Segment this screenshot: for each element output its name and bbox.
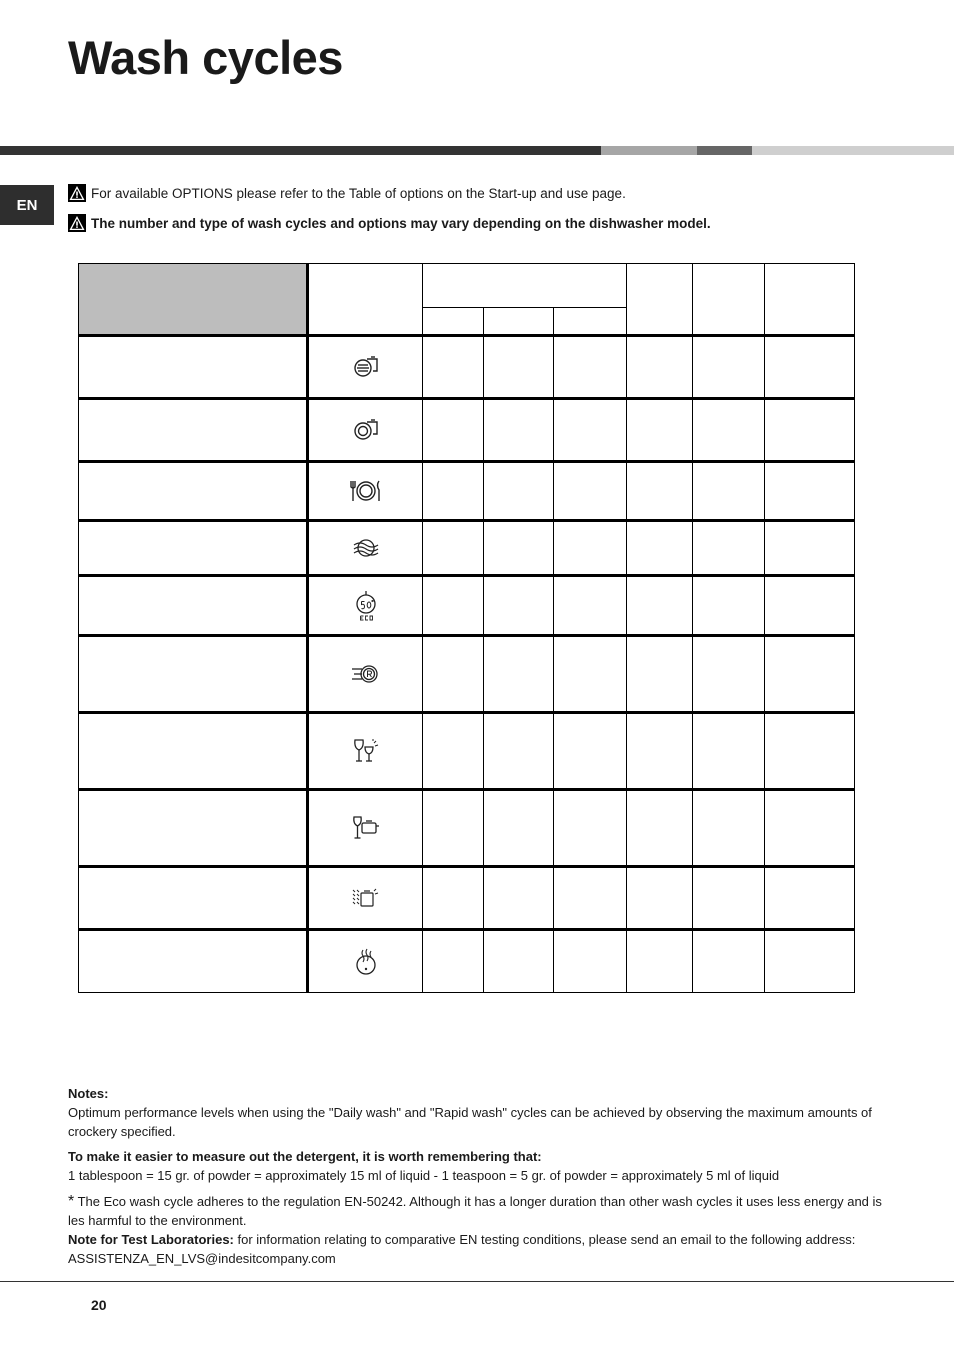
cycle-icon-cell <box>308 462 423 521</box>
table-row <box>79 713 855 790</box>
warning-icon <box>68 214 86 232</box>
daily-wash-icon <box>349 478 383 504</box>
table-cell <box>693 576 765 636</box>
table-cell <box>484 399 554 462</box>
header-cell-icon <box>308 264 423 336</box>
table-cell <box>765 636 855 713</box>
table-cell <box>765 930 855 993</box>
cycle-name-cell <box>79 336 308 399</box>
cycle-name-cell <box>79 867 308 930</box>
table-row <box>79 462 855 521</box>
labs-email-link[interactable]: ASSISTENZA_EN_LVS@indesitcompany.com <box>68 1251 336 1266</box>
table-cell <box>423 521 484 576</box>
mixed-load-icon <box>351 814 381 842</box>
intensive-wash-icon <box>351 354 381 380</box>
table-cell <box>423 636 484 713</box>
table-cell <box>693 790 765 867</box>
table-cell <box>484 790 554 867</box>
measure-heading: To make it easier to measure out the detergent, it is worth remembering that: <box>68 1149 542 1164</box>
cycle-name-cell <box>79 576 308 636</box>
eco-asterisk: * <box>68 1193 75 1210</box>
measure-text: 1 tablespoon = 15 gr. of powder = approximately 15 ml of liquid - 1 teaspoon = 5 gr. of powder = approximately 5 ml of liquid <box>68 1168 780 1183</box>
table-cell <box>554 521 627 576</box>
options-warning <box>68 184 626 202</box>
table-cell <box>627 930 693 993</box>
table-cell <box>484 462 554 521</box>
notes-paragraph: Optimum performance levels when using the "Daily wash" and "Rapid wash" cycles can be achieved by observing the maximum amounts of crockery specified. <box>68 1105 872 1139</box>
table-cell <box>765 576 855 636</box>
model-warning <box>68 214 711 232</box>
crystal-glass-icon <box>351 737 381 765</box>
table-cell <box>423 399 484 462</box>
footer-rule <box>0 1281 954 1282</box>
table-row <box>79 867 855 930</box>
measure-section <box>68 1147 898 1185</box>
notes-section <box>68 1084 898 1141</box>
table-cell <box>423 790 484 867</box>
cycle-name-cell <box>79 790 308 867</box>
table-cell <box>554 462 627 521</box>
rapid-wash-icon <box>350 662 382 686</box>
table-cell <box>484 867 554 930</box>
table-cell <box>554 576 627 636</box>
cycle-icon-cell <box>308 867 423 930</box>
cycle-name-cell <box>79 399 308 462</box>
table-header-row <box>79 264 855 308</box>
soak-icon <box>351 885 381 911</box>
cycle-name-cell <box>79 462 308 521</box>
table-cell <box>693 930 765 993</box>
table-cell <box>693 399 765 462</box>
auto-wash-icon <box>351 536 381 560</box>
table-row <box>79 521 855 576</box>
cycle-icon-cell <box>308 521 423 576</box>
table-cell <box>484 521 554 576</box>
table-cell <box>627 636 693 713</box>
subheader-cell <box>423 308 484 336</box>
table-cell <box>765 790 855 867</box>
cycle-name-cell <box>79 636 308 713</box>
header-stripe-light <box>601 146 697 155</box>
cycle-icon-cell <box>308 636 423 713</box>
warning-icon <box>68 184 86 202</box>
table-cell <box>765 336 855 399</box>
model-warning-text: The number and type of wash cycles and options may vary depending on the dishwasher model. <box>91 215 711 231</box>
cycle-icon-cell <box>308 930 423 993</box>
header-stripe-dark <box>0 146 601 155</box>
header-cell <box>627 264 693 336</box>
pot-wash-icon <box>351 417 381 443</box>
table-cell <box>627 713 693 790</box>
subheader-cell <box>554 308 627 336</box>
table-cell <box>765 462 855 521</box>
table-cell <box>484 713 554 790</box>
table-cell <box>484 576 554 636</box>
table-cell <box>627 521 693 576</box>
table-cell <box>484 930 554 993</box>
table-cell <box>484 636 554 713</box>
table-cell <box>554 790 627 867</box>
cycle-icon-cell <box>308 336 423 399</box>
cycle-icon-cell <box>308 713 423 790</box>
language-tab: EN <box>0 185 54 225</box>
table-cell <box>423 336 484 399</box>
table-row <box>79 790 855 867</box>
table-cell <box>554 399 627 462</box>
table-row <box>79 576 855 636</box>
table-cell <box>693 636 765 713</box>
options-warning-text: For available OPTIONS please refer to the Table of options on the Start-up and use page. <box>91 185 626 201</box>
table-cell <box>765 713 855 790</box>
table-cell <box>693 867 765 930</box>
wash-cycles-table <box>78 263 855 993</box>
table-cell <box>423 462 484 521</box>
table-cell <box>423 930 484 993</box>
cycle-icon-cell <box>308 790 423 867</box>
table-cell <box>554 930 627 993</box>
cycle-icon-cell <box>308 399 423 462</box>
labs-text: for information relating to comparative EN testing conditions, please send an email to the following address: <box>233 1232 856 1247</box>
table-cell <box>765 521 855 576</box>
table-cell <box>627 462 693 521</box>
header-cell-cycle <box>79 264 308 336</box>
notes-heading: Notes: <box>68 1086 109 1101</box>
table-cell <box>765 399 855 462</box>
page-title: Wash cycles <box>68 31 343 84</box>
eco-note-text: The Eco wash cycle adheres to the regulation EN-50242. Although it has a longer duration than other wash cycles it uses less energy and is les harmful to the environment. <box>68 1194 882 1228</box>
table-row <box>79 336 855 399</box>
table-cell <box>627 399 693 462</box>
table-cell <box>627 790 693 867</box>
table-cell <box>693 713 765 790</box>
table-cell <box>554 867 627 930</box>
table-cell <box>693 462 765 521</box>
table-cell <box>423 713 484 790</box>
header-stripe-pale <box>752 146 954 155</box>
table-cell <box>554 636 627 713</box>
labs-label: Note for Test Laboratories: <box>68 1232 234 1247</box>
table-row <box>79 399 855 462</box>
eco-note <box>68 1192 898 1268</box>
table-cell <box>554 336 627 399</box>
header-stripe-mid <box>697 146 752 155</box>
subheader-cell <box>484 308 554 336</box>
table-cell <box>554 713 627 790</box>
page-number: 20 <box>91 1297 107 1313</box>
cycle-name-cell <box>79 713 308 790</box>
eco-50-icon <box>351 590 381 622</box>
table-row <box>79 930 855 993</box>
table-cell <box>693 336 765 399</box>
table-cell <box>423 576 484 636</box>
hygiene-icon <box>352 947 380 977</box>
cycle-name-cell <box>79 521 308 576</box>
header-cell <box>765 264 855 336</box>
header-cell-group <box>423 264 627 308</box>
table-cell <box>627 867 693 930</box>
table-cell <box>627 576 693 636</box>
table-cell <box>627 336 693 399</box>
table-cell <box>423 867 484 930</box>
table-cell <box>765 867 855 930</box>
table-cell <box>693 521 765 576</box>
table-row <box>79 636 855 713</box>
table-cell <box>484 336 554 399</box>
header-cell <box>693 264 765 336</box>
cycle-icon-cell <box>308 576 423 636</box>
cycle-name-cell <box>79 930 308 993</box>
